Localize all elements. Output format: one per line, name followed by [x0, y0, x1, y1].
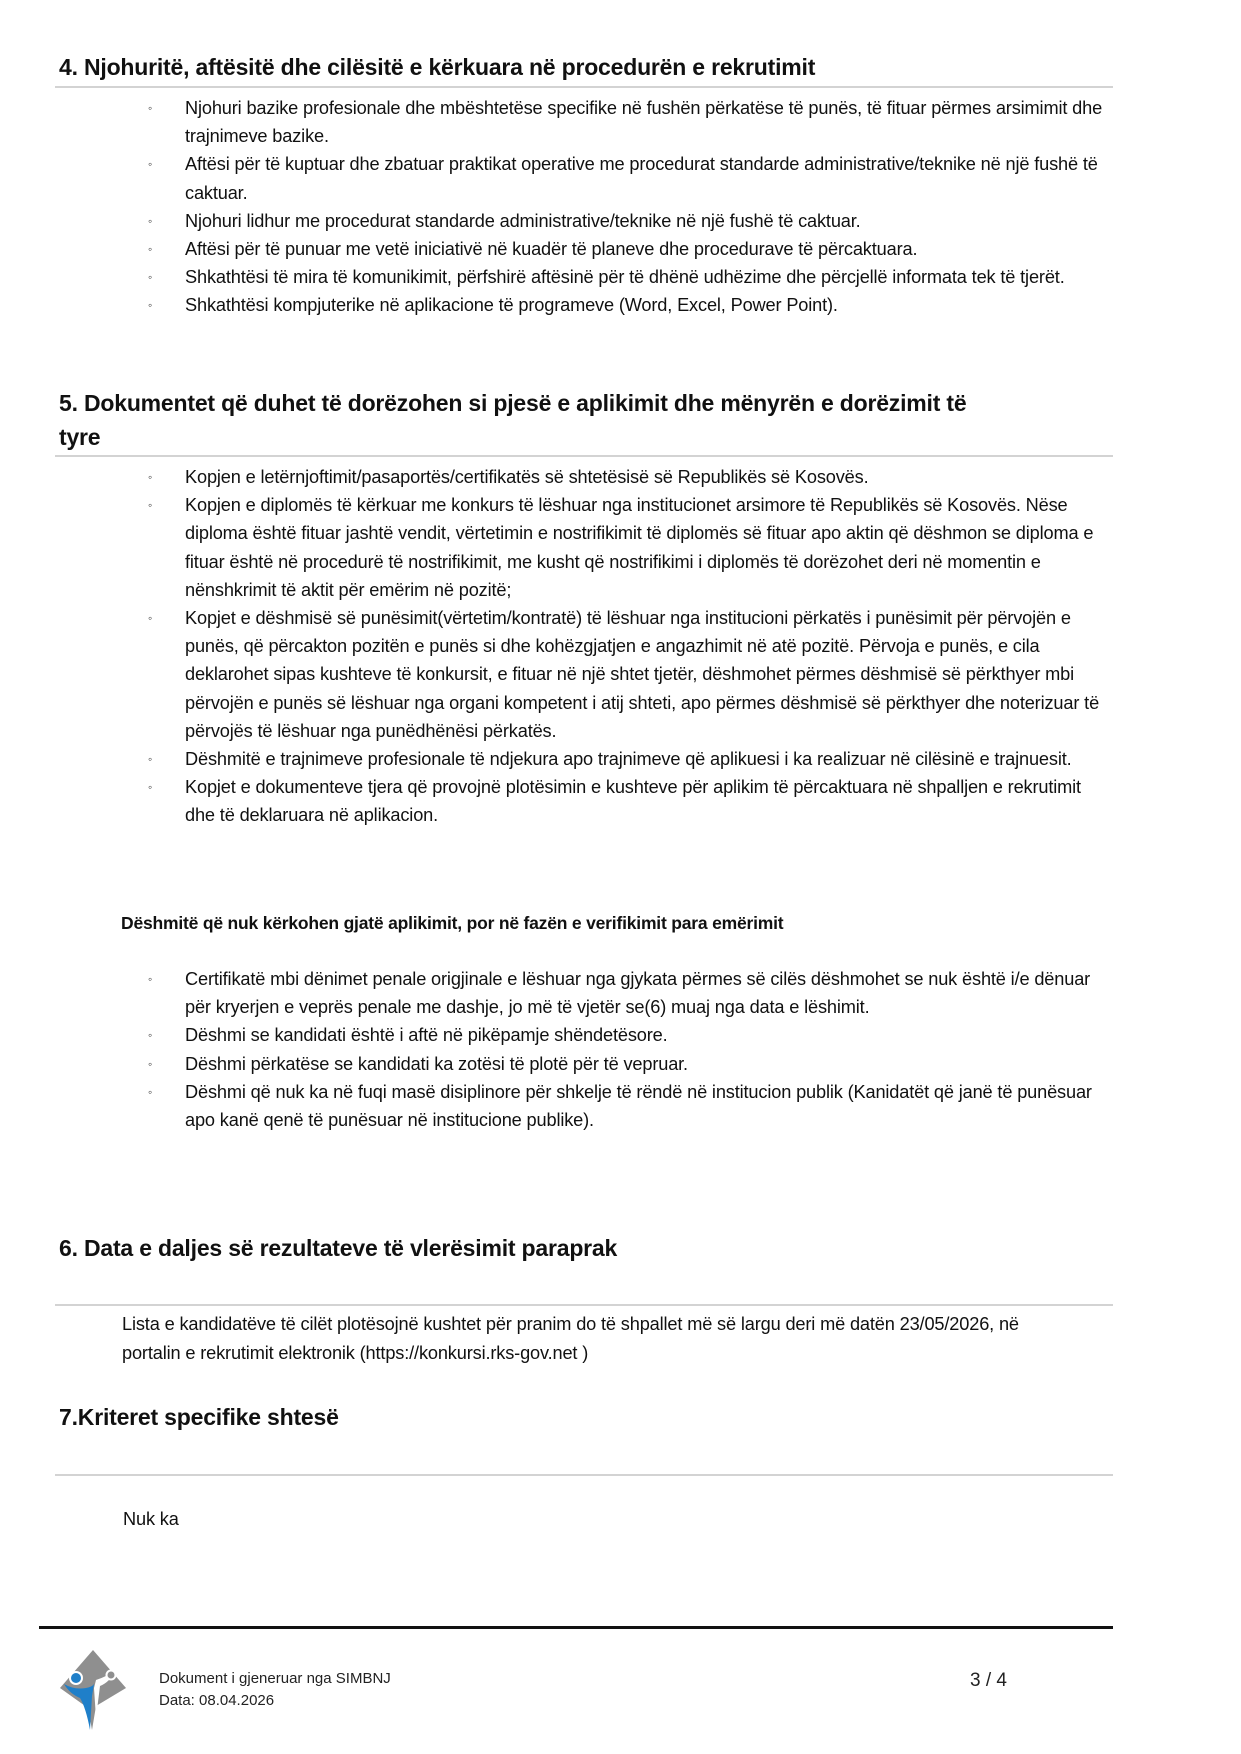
list-item-text: Kopjen e diplomës të kërkuar me konkurs të lëshuar nga institucionet arsimore të Republikës së Kosovës. Nëse diploma është fituar jashtë vendit, vërtetimin e nostrifikimit të diplomës së fituar apo aktin që dëshmon se diploma e fituar është në procedurë të nostrifikimit, me kusht që nostrifikimi i diplomës të dorëzohet deri në momentin e nënshkrimit të aktit për emërim në pozitë; — [185, 495, 1094, 600]
section-6-heading: 6. Data e daljes së rezultateve të vlerësimit paraprak — [59, 1235, 618, 1261]
bullet-icon: ◦ — [148, 470, 153, 484]
section-4-divider — [55, 86, 1113, 88]
list-item-text: Aftësi për të punuar me vetë iniciativë në kuadër të planeve dhe procedurave të përcaktuara. — [185, 239, 918, 260]
list-item-text: Kopjen e letërnjoftimit/pasaportës/certifikatës së shtetësisë së Republikës së Kosovës. — [185, 467, 869, 487]
bullet-icon: ◦ — [148, 498, 153, 513]
list-item — [148, 965, 1108, 1021]
list-item-text: Aftësi për të kuptuar dhe zbatuar praktikat operative me procedurat standarde administrative/teknike në një fushë të caktuar. — [185, 154, 1098, 203]
list-item-text: Dëshmi se kandidati është i aftë në pikëpamje shëndetësore. — [185, 1025, 668, 1046]
list-item — [148, 1050, 1108, 1078]
bullet-icon: ◦ — [148, 1056, 153, 1071]
bullet-icon: ◦ — [148, 101, 153, 115]
list-item-text: Njohuri bazike profesionale dhe mbështetëse specifike në fushën përkatëse të punës, të fituar përmes arsimimit dhe trajnimeve bazike. — [185, 98, 1103, 147]
list-item — [148, 1078, 1108, 1134]
section-6-text: Lista e kandidatëve të cilët plotësojnë kushtet për pranim do të shpallet më së largu deri më datën 23/05/2026, në portalin e rekrutimit elektronik (https://konkursi.rks-gov.net ) — [122, 1314, 1019, 1363]
simbnj-logo-icon — [58, 1648, 128, 1732]
list-item — [148, 604, 1108, 745]
section-5-list — [148, 463, 1108, 830]
list-item-text: Shkathtësi të mira të komunikimit, përfshirë aftësinë për të dhënë udhëzime dhe përcjellë informata tek të tjerët. — [185, 267, 1065, 288]
section-5-heading — [59, 386, 1109, 454]
bullet-icon: ◦ — [148, 270, 153, 285]
list-item — [148, 263, 1108, 291]
list-item-text: Kopjet e dokumenteve tjera që provojnë plotësimin e kushteve për aplikim të përcaktuara në shpalljen e rekrutimit dhe të deklaruara në aplikacion. — [185, 777, 1081, 826]
bullet-icon: ◦ — [148, 157, 153, 172]
verification-list — [148, 965, 1108, 1134]
bullet-icon: ◦ — [148, 242, 153, 257]
list-item — [148, 745, 1108, 773]
section-7-text: Nuk ka — [123, 1509, 179, 1529]
list-item — [148, 207, 1108, 235]
footer-divider — [39, 1626, 1113, 1629]
bullet-icon: ◦ — [148, 780, 153, 795]
list-item — [148, 94, 1108, 150]
bullet-icon: ◦ — [148, 213, 153, 228]
list-item — [148, 150, 1108, 206]
page-number: 3 / 4 — [970, 1670, 1007, 1691]
section-5-heading-line2: tyre — [59, 424, 101, 450]
list-item — [148, 291, 1108, 319]
section-5-heading-line1: 5. Dokumentet që duhet të dorëzohen si pjesë e aplikimit dhe mënyrën e dorëzimit të — [59, 390, 967, 416]
section-4-list — [148, 94, 1108, 320]
bullet-icon: ◦ — [148, 1028, 153, 1043]
section-6-divider — [55, 1304, 1113, 1306]
section-4-heading: 4. Njohuritë, aftësitë dhe cilësitë e kërkuara në procedurën e rekrutimit — [59, 54, 816, 80]
section-7-divider — [55, 1474, 1113, 1476]
section-5-divider — [55, 455, 1113, 457]
list-item-text: Dëshmi që nuk ka në fuqi masë disiplinore për shkelje të rëndë në institucion publik (Kanidatët që janë të punësuar apo kanë qenë të punësuar në institucione publike). — [185, 1081, 1092, 1131]
list-item-text: Kopjet e dëshmisë së punësimit(vërtetim/kontratë) të lëshuar nga institucioni përkatës i punësimit për përvojën e punës, që përcakton pozitën e punës si dhe kohëzgjatjen e angazhimit në atë pozitë. Përvoja e punës, e cila deklarohet sipas kushteve të konkursit, e fituar në një shtet tjetër, dëshmohet përmes dëshmisë së përkthyer mbi përvojën e punës së lëshuar nga organi kompetent i atij shteti, apo përmes dëshmisë së përkthyer dhe noterizuar të përvojës të lëshuar nga punëdhënësi përkatës. — [185, 608, 1100, 741]
footer-generated-by: Dokument i gjeneruar nga SIMBNJ — [159, 1670, 391, 1687]
verification-subheading: Dëshmitë që nuk kërkohen gjatë aplikimit, por në fazën e verifikimit para emërimit — [121, 913, 784, 933]
section-7-heading: 7.Kriteret specifike shtesë — [59, 1404, 339, 1430]
list-item-text: Dëshmi përkatëse se kandidati ka zotësi të plotë për të vepruar. — [185, 1053, 688, 1074]
bullet-icon: ◦ — [148, 972, 153, 986]
list-item — [148, 1021, 1108, 1049]
bullet-icon: ◦ — [148, 611, 153, 626]
list-item — [148, 235, 1108, 263]
list-item — [148, 773, 1108, 829]
bullet-icon: ◦ — [148, 752, 153, 767]
list-item-text: Dëshmitë e trajnimeve profesionale të ndjekura apo trajnimeve që aplikuesi i ka realizuar në cilësinë e trajnuesit. — [185, 749, 1072, 770]
bullet-icon: ◦ — [148, 298, 153, 313]
bullet-icon: ◦ — [148, 1084, 153, 1099]
footer-date: Data: 08.04.2026 — [159, 1692, 275, 1709]
list-item — [148, 491, 1108, 604]
list-item-text: Njohuri lidhur me procedurat standarde administrative/teknike në një fushë të caktuar. — [185, 210, 861, 231]
list-item-text: Certifikatë mbi dënimet penale origjinale e lëshuar nga gjykata përmes së cilës dëshmohet se nuk është i/e dënuar për kryerjen e veprës penale me dashje, jo më të vjetër se(6) muaj nga data e lëshimit. — [185, 969, 1091, 1018]
list-item — [148, 463, 1108, 491]
list-item-text: Shkathtësi kompjuterike në aplikacione të programeve (Word, Excel, Power Point). — [185, 295, 838, 316]
